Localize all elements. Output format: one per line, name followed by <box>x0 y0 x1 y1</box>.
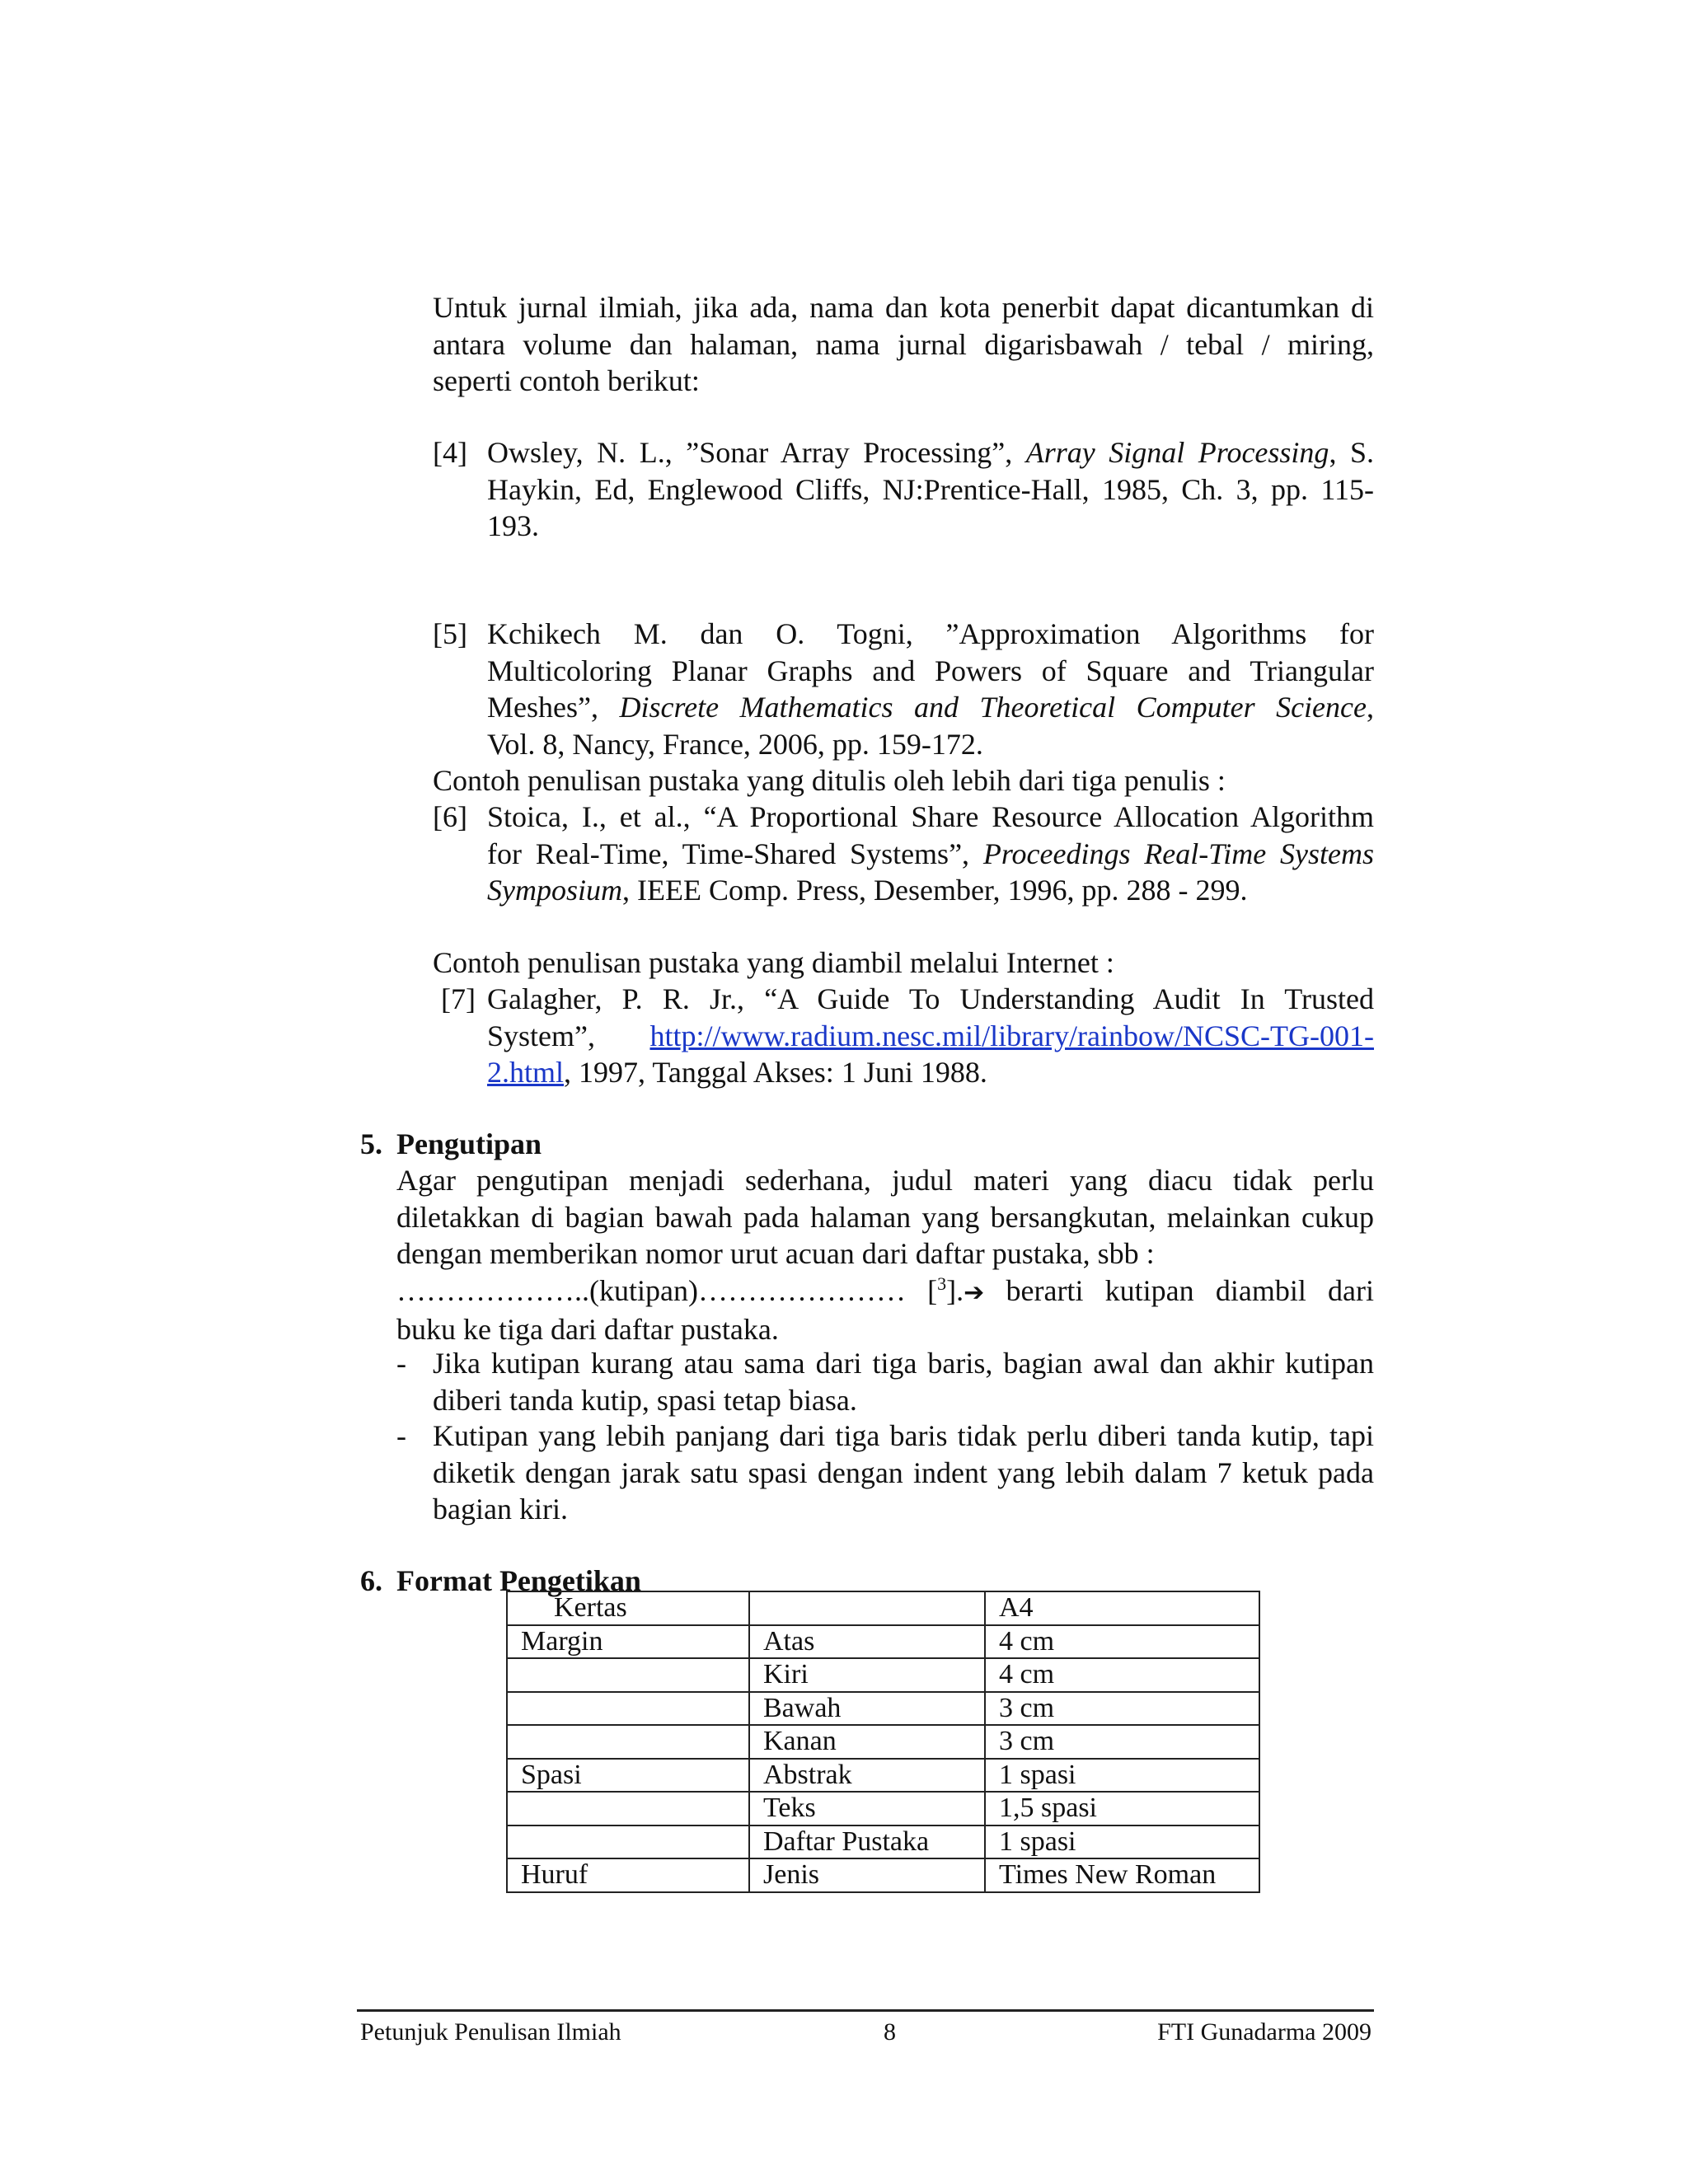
reference-number: [4] <box>433 436 467 469</box>
table-row <box>507 1725 1259 1759</box>
table-row <box>507 1825 1259 1859</box>
reference-line: Symposium, IEEE Comp. Press, Desember, 1996, pp. 288 - 299. <box>487 874 1248 907</box>
footer-page-number: 8 <box>884 2018 896 2046</box>
table-cell: Daftar Pustaka <box>749 1825 985 1859</box>
bullet-line: diberi tanda kutip, spasi tetap biasa. <box>433 1383 857 1417</box>
reference-line: 193. <box>487 509 539 542</box>
table-row <box>507 1692 1259 1726</box>
section-5-heading <box>360 1126 1374 1163</box>
table-cell: 3 cm <box>985 1692 1259 1726</box>
journal-title: Symposium <box>487 874 622 907</box>
table-cell: Huruf <box>507 1858 749 1892</box>
section-number: 6. <box>360 1564 382 1597</box>
table-cell: 4 cm <box>985 1658 1259 1692</box>
reference-6 <box>433 799 1374 909</box>
table-cell: Atas <box>749 1625 985 1659</box>
table-cell: Kertas <box>507 1591 749 1625</box>
table-cell: Times New Roman <box>985 1858 1259 1892</box>
bullet-line: diketik dengan jarak satu spasi dengan indent yang lebih dalam 7 ketuk pada <box>433 1455 1374 1489</box>
journal-title: Array Signal Processing <box>1025 436 1329 469</box>
table-cell: Teks <box>749 1792 985 1825</box>
table-cell: Margin <box>507 1625 749 1659</box>
reference-line: 2.html, 1997, Tanggal Akses: 1 Juni 1988. <box>487 1056 987 1089</box>
intro-line: antara volume dan halaman, nama jurnal digarisbawah / tebal / miring, <box>433 327 1374 361</box>
body-line: dengan memberikan nomor urut acuan dari daftar pustaka, sbb : <box>396 1237 1155 1270</box>
body-line: diletakkan di bagian bawah pada halaman yang bersangkutan, melainkan cukup <box>396 1200 1374 1234</box>
reference-line: Multicoloring Planar Graphs and Powers of Square and Triangular <box>487 654 1374 687</box>
table-row <box>507 1759 1259 1793</box>
table-cell <box>507 1825 749 1859</box>
footer-right: FTI Gunadarma 2009 <box>1157 2018 1372 2046</box>
bullet-dash: - <box>396 1419 406 1452</box>
reference-line: Vol. 8, Nancy, France, 2006, pp. 159-172. <box>487 727 983 761</box>
journal-title: Discrete Mathematics and Theoretical Computer Science <box>619 691 1367 724</box>
reference-line: Kchikech M. dan O. Togni, ”Approximation Algorithms for <box>487 617 1374 650</box>
table-cell: Kanan <box>749 1725 985 1759</box>
reference-url-link-continued[interactable]: 2.html <box>487 1056 565 1089</box>
table-cell: 1 spasi <box>985 1825 1259 1859</box>
format-table <box>506 1591 1260 1893</box>
bullet-line: bagian kiri. <box>433 1493 568 1526</box>
section-5-body <box>396 1162 1374 1348</box>
reference-number: [7] <box>441 982 476 1015</box>
bullet-item <box>396 1345 1374 1418</box>
table-cell: 4 cm <box>985 1625 1259 1659</box>
table-cell: Jenis <box>749 1858 985 1892</box>
body-line: ………………..(kutipan)………………… [$^3$].➔ berarti kutipan diambil dari <box>396 1272 1374 1307</box>
reference-7 <box>433 981 1374 1091</box>
table-row <box>507 1625 1259 1659</box>
body-line: Agar pengutipan menjadi sederhana, judul materi yang diacu tidak perlu <box>396 1164 1374 1197</box>
table-cell: Bawah <box>749 1692 985 1726</box>
table-cell <box>507 1658 749 1692</box>
journal-title: Proceedings Real-Time Systems <box>982 837 1374 870</box>
table-row <box>507 1591 1259 1625</box>
bullet-dash: - <box>396 1347 406 1380</box>
table-cell: 3 cm <box>985 1725 1259 1759</box>
table-row <box>507 1658 1259 1692</box>
table-row <box>507 1792 1259 1825</box>
body-line: buku ke tiga dari daftar pustaka. <box>396 1313 779 1346</box>
bullet-line: Jika kutipan kurang atau sama dari tiga baris, bagian awal dan akhir kutipan <box>433 1347 1374 1380</box>
footer-rule <box>357 2009 1374 2012</box>
table-cell: Spasi <box>507 1759 749 1793</box>
table-cell <box>507 1725 749 1759</box>
intro-line: seperti contoh berikut: <box>433 364 700 397</box>
table-cell: 1 spasi <box>985 1759 1259 1793</box>
table-cell: 1,5 spasi <box>985 1792 1259 1825</box>
reference-line: Meshes”, Discrete Mathematics and Theoretical Computer Science, <box>487 691 1374 724</box>
reference-line: Galagher, P. R. Jr., “A Guide To Understanding Audit In Trusted <box>487 982 1374 1015</box>
table-cell: Kiri <box>749 1658 985 1692</box>
section-title: Pengutipan <box>396 1127 542 1160</box>
reference-line: Haykin, Ed, Englewood Cliffs, NJ:Prentice-Hall, 1985, Ch. 3, pp. 115- <box>487 472 1374 506</box>
bullet-item <box>396 1418 1374 1528</box>
reference-5 <box>433 616 1374 762</box>
table-row <box>507 1858 1259 1892</box>
table-cell <box>507 1792 749 1825</box>
section-number: 5. <box>360 1127 382 1160</box>
section-title: Format Pengetikan <box>396 1564 641 1597</box>
bullet-line: Kutipan yang lebih panjang dari tiga baris tidak perlu diberi tanda kutip, tapi <box>433 1419 1374 1452</box>
intro-line: Untuk jurnal ilmiah, jika ada, nama dan kota penerbit dapat dicantumkan di <box>433 291 1374 324</box>
footer-left: Petunjuk Penulisan Ilmiah <box>360 2018 621 2046</box>
table-cell: Abstrak <box>749 1759 985 1793</box>
intro-paragraph <box>433 289 1374 400</box>
reference-url-link[interactable]: http://www.radium.nesc.mil/library/rainbow/NCSC-TG-001- <box>649 1019 1374 1052</box>
reference-line: Stoica, I., et al., “A Proportional Share Resource Allocation Algorithm <box>487 800 1374 833</box>
table-cell <box>507 1692 749 1726</box>
arrow-right-icon: ➔ <box>964 1277 985 1307</box>
table-cell: A4 <box>985 1591 1259 1625</box>
reference-4 <box>433 434 1374 545</box>
reference-number: [6] <box>433 800 467 833</box>
table-cell <box>749 1591 985 1625</box>
note-multi-author: Contoh penulisan pustaka yang ditulis oleh lebih dari tiga penulis : <box>433 764 1226 797</box>
reference-line: for Real-Time, Time-Shared Systems”, Proceedings Real-Time Systems <box>487 837 1374 870</box>
reference-number: [5] <box>433 617 467 650</box>
note-internet: Contoh penulisan pustaka yang diambil melalui Internet : <box>433 946 1114 979</box>
reference-line: Owsley, N. L., ”Sonar Array Processing”, Array Signal Processing, S. <box>487 436 1374 469</box>
reference-line: System”, http://www.radium.nesc.mil/library/rainbow/NCSC-TG-001- <box>487 1019 1374 1052</box>
